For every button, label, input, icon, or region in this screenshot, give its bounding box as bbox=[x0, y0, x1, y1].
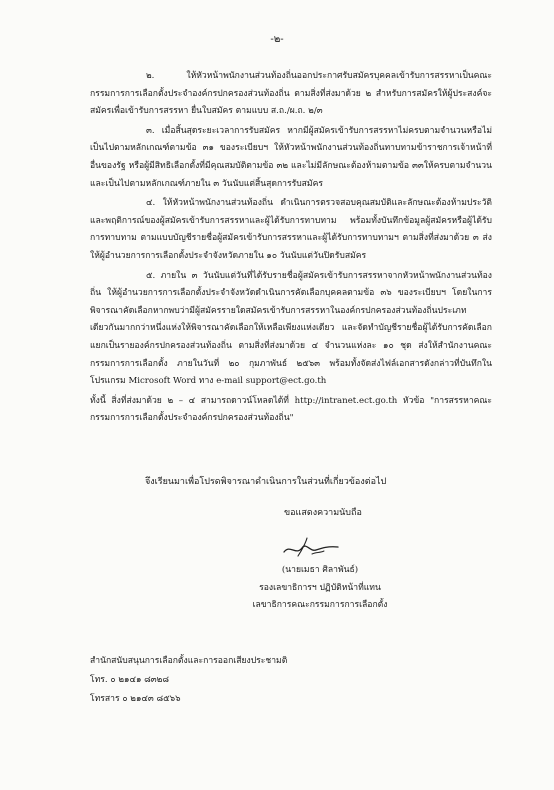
download-note: ทั้งนี้ สิ่งที่ส่งมาด้วย ๒ – ๔ สามารถดาวน์โหลดได้ที่ http://intranet.ect.go.th หัวข้อ "การสรรหาคณะกรรมการการเลือกตั้งประจำองค์กรปกครองส่วนท้องถิ่น" bbox=[90, 395, 492, 424]
fax-number: โทรสาร ๐ ๒๑๔๓ ๘๕๖๖ bbox=[90, 694, 181, 704]
signer-block bbox=[240, 562, 400, 615]
letter-body bbox=[90, 68, 492, 430]
footer-contact bbox=[90, 652, 287, 709]
paragraph-item-4: ๔. ให้หัวหน้าพนักงานส่วนท้องถิ่น ดำเนินการตรวจสอบคุณสมบัติและลักษณะต้องห้ามประวัติและพฤติการณ์ของผู้สมัครเข้ารับการสรรหาและผู้ได้รับการทาบทาม พร้อมทั้งบันทึกข้อมูลผู้สมัครหรือผู้ได้รับการทาบทาม ตามแบบบัญชีรายชื่อผู้สมัครเข้ารับการสรรหาและผู้ได้รับการทาบทามฯ ตามสิ่งที่ส่งมาด้วย ๓ ส่งให้ผู้อำนวยการการเลือกตั้งประจำจังหวัดภายใน ๑๐ วันนับแต่วันปิดรับสมัคร bbox=[90, 198, 492, 261]
signature-image bbox=[276, 530, 356, 564]
signer-title: เลขาธิการคณะกรรมการการเลือกตั้ง bbox=[252, 600, 388, 610]
paragraph-item-5: ๕. ภายใน ๓ วันนับแต่วันที่ได้รับรายชื่อผู้สมัครเข้ารับการสรรหาจากหัวหน้าพนักงานส่วนท้องถิ่น ให้ผู้อำนวยการการเลือกตั้งประจำจังหวัดดำเนินการคัดเลือกบุคคลตามข้อ ๓๖ ของระเบียบฯ โดยในการพิจารณาคัดเลือกหากพบว่ามีผู้สมัครรายใดสมัครเข้ารับการสรรหาในองค์กรปกครองส่วนท้องถิ่นประเภทเดียวกันมากกว่าหนึ่งแห่งให้พิจารณาคัดเลือกให้เหลือเพียงแห่งเดียว และจัดทำบัญชีรายชื่อผู้ได้รับการคัดเลือกแยกเป็นรายองค์กรปกครองส่วนท้องถิ่น ตามสิ่งที่ส่งมาด้วย ๔ จำนวนแห่งละ ๑๐ ชุด ส่งให้สำนักงานคณะกรรมการการเลือกตั้ง ภายในวันที่ ๒๐ กุมภาพันธ์ ๒๕๖๓ พร้อมทั้งจัดส่งไฟล์เอกสารดังกล่าวที่บันทึกในโปรแกรม Microsoft Word ทาง e-mail support@ect.go.th bbox=[90, 270, 492, 387]
signer-name: (นายเมธา ศิลาพันธ์) bbox=[281, 565, 359, 575]
closing-line: จึงเรียนมาเพื่อโปรดพิจารณาดำเนินการในส่วนที่เกี่ยวข้องต่อไป bbox=[145, 477, 387, 487]
phone-number: โทร. ๐ ๒๑๔๑ ๘๓๒๘ bbox=[90, 675, 169, 685]
page-number: -๒- bbox=[270, 34, 284, 45]
office-name: สำนักสนับสนุนการเลือกตั้งและการออกเสียงประชามติ bbox=[90, 656, 288, 666]
paragraph-item-3: ๓. เมื่อสิ้นสุดระยะเวลาการรับสมัคร หากมีผู้สมัครเข้ารับการสรรหาไม่ครบตามจำนวนหรือไม่เป็นไปตามหลักเกณฑ์ตามข้อ ๓๑ ของระเบียบฯ ให้หัวหน้าพนักงานส่วนท้องถิ่นทาบทามข้าราชการเจ้าหน้าที่อื่นของรัฐ หรือผู้มีสิทธิเลือกตั้งที่มีคุณสมบัติตามข้อ ๓๒ และไม่มีลักษณะต้องห้ามตามข้อ ๓๓ให้ครบตามจำนวนและเป็นไปตามหลักเกณฑ์ภายใน ๓ วันนับแต่สิ้นสุดการรับสมัคร bbox=[90, 125, 492, 189]
paragraph-item-2: ๒. ให้หัวหน้าพนักงานส่วนท้องถิ่นออกประกาศรับสมัครบุคคลเข้ารับการสรรหาเป็นคณะกรรมการการเลือกตั้งประจำองค์กรปกครองส่วนท้องถิ่น ตามสิ่งที่ส่งมาด้วย ๒ สำหรับการสมัครให้ผู้ประสงค์จะสมัครเพื่อเข้ารับการสรรหา ยื่นใบสมัคร ตามแบบ ส.ถ./ผ.ถ. ๒/๓ bbox=[90, 71, 492, 117]
regards-line: ขอแสดงความนับถือ bbox=[284, 508, 362, 518]
signer-position: รองเลขาธิการฯ ปฏิบัติหน้าที่แทน bbox=[259, 582, 381, 593]
